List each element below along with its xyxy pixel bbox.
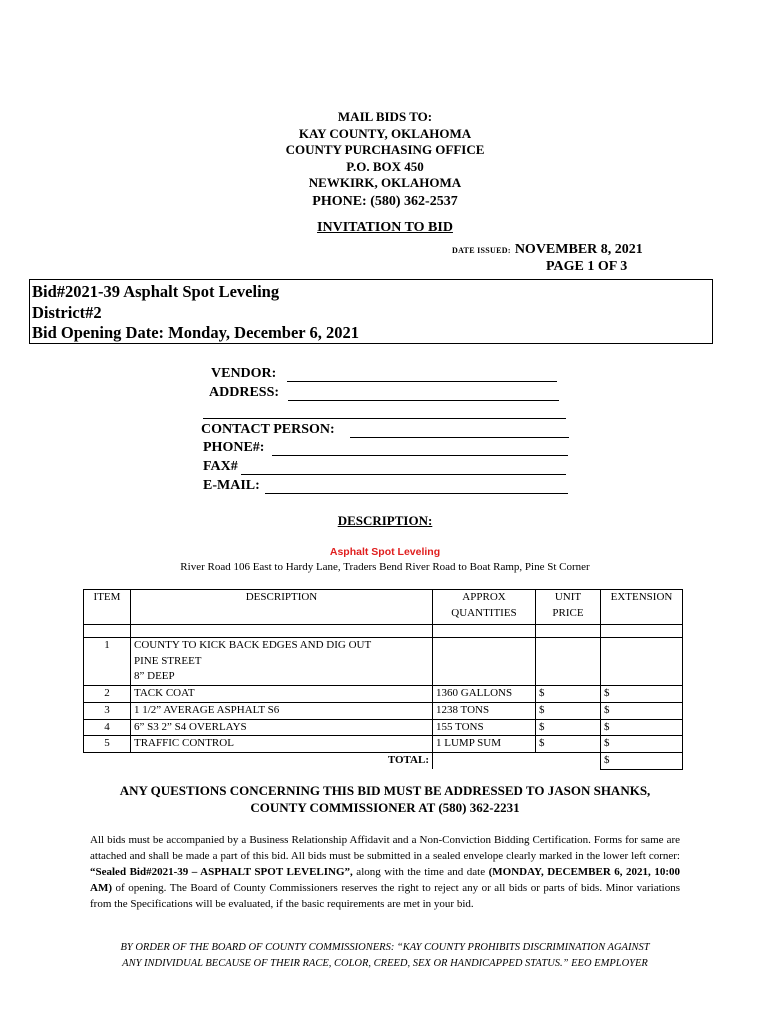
row-description: TRAFFIC CONTROL: [131, 736, 433, 753]
table-row: [84, 719, 683, 736]
bid-items-table: [83, 589, 683, 770]
city-state: NEWKIRK, OKLAHOMA: [308, 175, 462, 191]
po-box: P.O. BOX 450: [346, 158, 424, 174]
document-title: INVITATION TO BID: [317, 220, 453, 235]
district: District#2: [32, 302, 102, 322]
header-extension: EXTENSION: [601, 590, 683, 625]
footer-line-1: BY ORDER OF THE BOARD OF COUNTY COMMISSIONERS: “KAY COUNTY PROHIBITS DISCRIMINATION AGAINST: [120, 942, 650, 953]
bid-number: Bid#2021-39 Asphalt Spot Leveling: [32, 282, 280, 301]
row-quantity: 1 LUMP SUM: [433, 736, 536, 753]
total-value[interactable]: $: [601, 752, 683, 769]
row-item: 3: [84, 702, 131, 719]
header-unit-price-line1: UNIT: [554, 591, 582, 603]
table-row: [84, 686, 683, 703]
project-title: Asphalt Spot Leveling: [329, 546, 441, 558]
row-quantity: [433, 638, 536, 686]
table-row: [84, 736, 683, 753]
date-issued: [452, 240, 643, 258]
row-item: 1: [84, 638, 131, 686]
paragraph-text-2: along with the time and date: [352, 866, 489, 878]
vendor-input-line[interactable]: [287, 381, 557, 382]
paragraph-sealed-bid-label: “Sealed Bid#2021-39 – ASPHALT SPOT LEVELING”,: [90, 866, 353, 878]
phone-input-line[interactable]: [272, 455, 568, 456]
row-unit-price[interactable]: $: [536, 686, 601, 703]
row-quantity: 155 TONS: [433, 719, 536, 736]
description-heading: DESCRIPTION:: [337, 513, 433, 528]
email-label: E-MAIL:: [203, 478, 260, 493]
paragraph-opening-datetime: (MONDAY, DECEMBER 6, 2021, 10:00 AM): [90, 866, 680, 894]
row-quantity: 1238 TONS: [433, 702, 536, 719]
mail-bids-to: MAIL BIDS TO:: [337, 109, 433, 124]
row-unit-price[interactable]: $: [536, 702, 601, 719]
table-spacer-row: [84, 625, 683, 638]
footer-line-2: ANY INDIVIDUAL BECAUSE OF THEIR RACE, COLOR, CREED, SEX OR HANDICAPPED STATUS.” EEO EMPLOYER: [122, 958, 648, 969]
row-unit-price[interactable]: [536, 638, 601, 686]
header-unit-price-line2: PRICE: [552, 606, 584, 619]
header-quantities: [433, 590, 536, 625]
row-item: 4: [84, 719, 131, 736]
page-number: PAGE 1 OF 3: [546, 259, 628, 274]
questions-line-1: ANY QUESTIONS CONCERNING THIS BID MUST BE ADDRESSED TO JASON SHANKS,: [119, 783, 651, 798]
row-description-line: PINE STREET: [134, 654, 202, 667]
contact-person-label: CONTACT PERSON:: [201, 422, 335, 437]
date-issued-value: NOVEMBER 8, 2021: [514, 242, 643, 257]
project-location: River Road 106 East to Hardy Lane, Traders Bend River Road to Boat Ramp, Pine St Corner: [180, 561, 590, 573]
row-extension[interactable]: $: [601, 719, 683, 736]
row-extension[interactable]: $: [601, 736, 683, 753]
fax-input-line[interactable]: [241, 474, 566, 475]
row-extension[interactable]: $: [601, 686, 683, 703]
header-quantities-line2: QUANTITIES: [451, 606, 517, 619]
row-extension[interactable]: [601, 638, 683, 686]
row-description-line: COUNTY TO KICK BACK EDGES AND DIG OUT: [134, 639, 372, 651]
row-quantity: 1360 GALLONS: [433, 686, 536, 703]
row-unit-price[interactable]: $: [536, 736, 601, 753]
header-quantities-line1: APPROX: [462, 591, 506, 603]
table-row: [84, 702, 683, 719]
office-phone: PHONE: (580) 362-2537: [312, 193, 458, 209]
paragraph-text-1: All bids must be accompanied by a Business Relationship Affidavit and a Non-Conviction Bidding Certification. Forms for same are attached and shall be made a part of this bid. All bids must be submitted in a sealed envelope clearly marked in the lower left corner:: [90, 834, 680, 862]
row-description: [131, 638, 433, 686]
county-name: KAY COUNTY, OKLAHOMA: [298, 125, 472, 141]
table-row: [84, 638, 683, 686]
row-item: 2: [84, 686, 131, 703]
address-label: ADDRESS:: [209, 385, 280, 400]
header-description: DESCRIPTION: [131, 590, 433, 625]
bid-info-box: [29, 279, 713, 344]
fax-label: FAX#: [203, 459, 238, 474]
row-description: TACK COAT: [131, 686, 433, 703]
mailing-address-block: [0, 109, 770, 211]
row-description-line: 8” DEEP: [134, 670, 175, 683]
row-item: 5: [84, 736, 131, 753]
row-description: 6” S3 2” S4 OVERLAYS: [131, 719, 433, 736]
questions-line-2: COUNTY COMMISSIONER AT (580) 362-2231: [250, 800, 520, 815]
address-input-line-2[interactable]: [203, 418, 566, 419]
bid-instructions-paragraph: [90, 832, 680, 912]
table-header-row: [84, 590, 683, 625]
bid-opening-date: Bid Opening Date: Monday, December 6, 2021: [32, 323, 359, 342]
phone-label: PHONE#:: [203, 440, 265, 455]
office-name: COUNTY PURCHASING OFFICE: [285, 142, 485, 158]
date-issued-label: DATE ISSUED:: [452, 246, 511, 255]
address-input-line[interactable]: [288, 400, 559, 401]
paragraph-text-3: of opening. The Board of County Commissioners reserves the right to reject any or all bids or parts of bids. Minor variations from the Specifications will be evaluated, if the basic requirements are met in your bid.: [90, 882, 680, 910]
header-unit-price: [536, 590, 601, 625]
row-description: 1 1/2” AVERAGE ASPHALT S6: [131, 702, 433, 719]
total-label: TOTAL:: [131, 752, 433, 769]
eeo-footer: [0, 940, 770, 972]
table-total-row: [84, 752, 683, 769]
email-input-line[interactable]: [265, 493, 568, 494]
vendor-label: VENDOR:: [211, 366, 277, 381]
header-item: ITEM: [84, 590, 131, 625]
row-extension[interactable]: $: [601, 702, 683, 719]
contact-person-input-line[interactable]: [350, 437, 569, 438]
questions-notice: [0, 782, 770, 816]
row-unit-price[interactable]: $: [536, 719, 601, 736]
